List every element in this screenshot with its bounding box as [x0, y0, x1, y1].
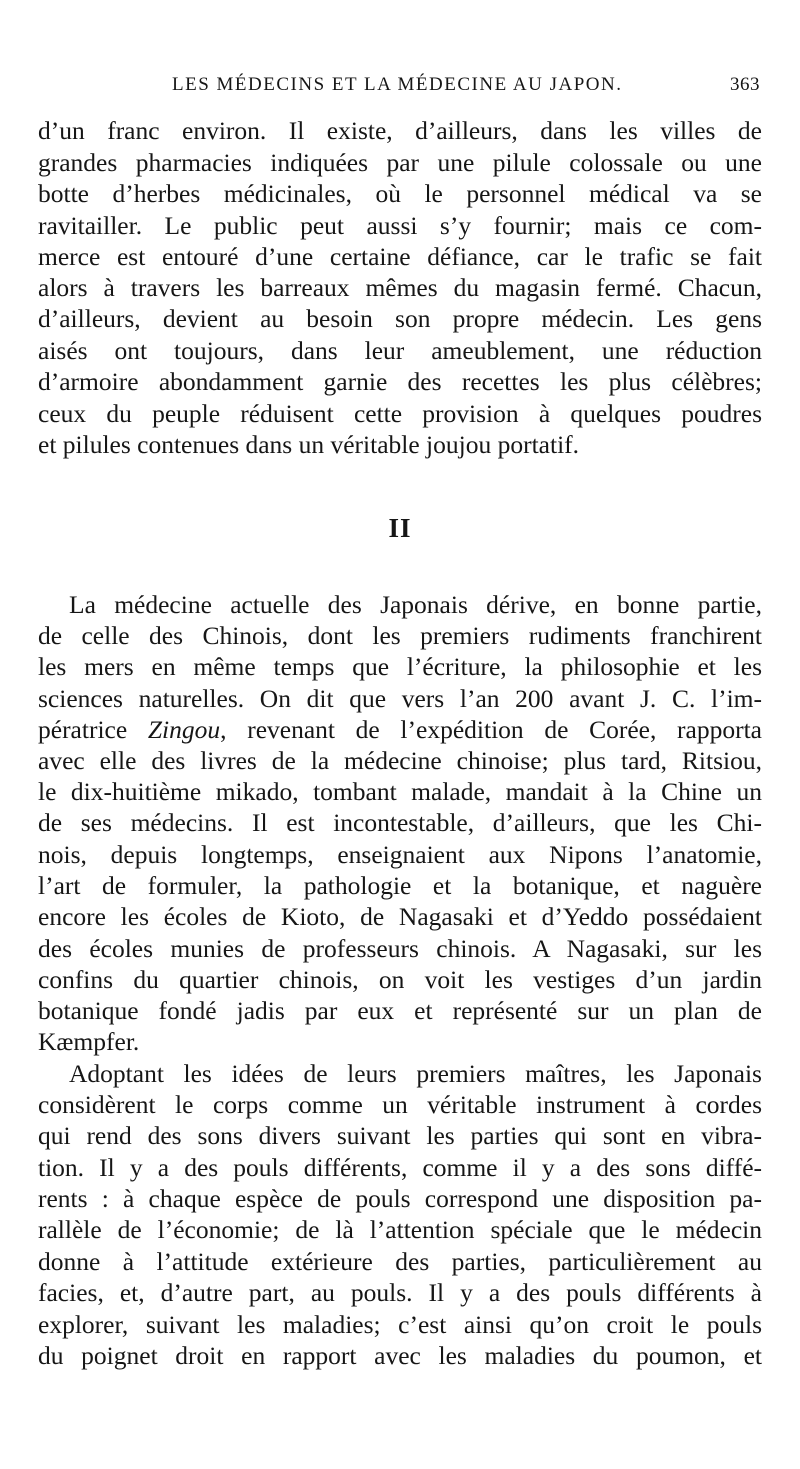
text-line: Kæmpfer.	[38, 1027, 140, 1056]
text-line: des écoles munies de professeurs chinois. A Nagasaki, sur les	[38, 934, 762, 963]
text-line: rents : à chaque espèce de pouls correspond une disposition pa-	[38, 1184, 762, 1213]
text-line: l’art de formuler, la pathologie et la botanique, et naguère	[38, 871, 762, 900]
text-line: d’ailleurs, devient au besoin son propre médecin. Les gens	[38, 304, 762, 333]
text-line: de celle des Chinois, dont les premiers rudiments franchirent	[38, 621, 762, 650]
text-line: rallèle de l’économie; de là l’attention spéciale que le médecin	[38, 1215, 762, 1244]
text-line: les mers en même temps que l’écriture, la philosophie et les	[38, 652, 762, 681]
text-line: d’un franc environ. Il existe, d’ailleurs, dans les villes de	[38, 116, 762, 145]
text-line: ravitailler. Le public peut aussi s’y fournir; mais ce com-	[38, 211, 762, 240]
text-line: qui rend des sons divers suivant les parties qui sont en vibra-	[38, 1121, 762, 1150]
text-line: merce est entouré d’une certaine défiance, car le trafic se fait	[38, 242, 762, 271]
text-line: encore les écoles de Kioto, de Nagasaki et d’Yeddo possédaient	[38, 902, 762, 931]
text-line: nois, depuis longtemps, enseignaient aux Nipons l’anatomie,	[38, 840, 762, 869]
text-line: botte d’herbes médicinales, où le personnel médical va se	[38, 179, 762, 208]
text-line: du poignet droit en rapport avec les maladies du poumon, et	[38, 1341, 762, 1370]
text-line: tion. Il y a des pouls différents, comme il y a des sons diffé-	[38, 1153, 762, 1182]
text-line: le dix-huitième mikado, tombant malade, mandait à la Chine un	[38, 777, 762, 806]
text-line: botanique fondé jadis par eux et représenté sur un plan de	[38, 996, 762, 1025]
text-line: alors à travers les barreaux mêmes du magasin fermé. Chacun,	[38, 273, 762, 302]
text-line: de ses médecins. Il est incontestable, d’ailleurs, que les Chi-	[38, 808, 762, 837]
section-heading: II	[388, 513, 412, 543]
text-line: confins du quartier chinois, on voit les vestiges d’un jardin	[38, 965, 762, 994]
running-title: LES MÉDECINS ET LA MÉDECINE AU JAPON.	[172, 74, 623, 95]
text-line: d’armoire abondamment garnie des recettes les plus célèbres;	[38, 367, 762, 396]
text-line: facies, et, d’autre part, au pouls. Il y a des pouls différents à	[38, 1278, 762, 1307]
text-line: Adoptant les idées de leurs premiers maîtres, les Japonais	[69, 1059, 762, 1088]
text-line: donne à l’attitude extérieure des parties, particulièrement au	[38, 1247, 762, 1276]
empress-name: Zingou	[147, 715, 221, 744]
text-line: et pilules contenues dans un véritable joujou portatif.	[38, 430, 580, 459]
text-line: avec elle des livres de la médecine chinoise; plus tard, Ritsiou,	[38, 746, 762, 775]
text-line: grandes pharmacies indiquées par une pilule colossale ou une	[38, 148, 762, 177]
text-line: considèrent le corps comme un véritable instrument à cordes	[38, 1090, 762, 1119]
text-line: ceux du peuple réduisent cette provision à quelques poudres	[38, 399, 762, 428]
text-line: aisés ont toujours, dans leur ameublement, une réduction	[38, 336, 762, 365]
text-segment: , revenant de l’expédition de Corée, rapporta	[220, 715, 762, 744]
text-line: sciences naturelles. On dit que vers l’an 200 avant J. C. l’im-	[38, 684, 762, 713]
text-line: explorer, suivant les maladies; c’est ainsi qu’on croit le pouls	[38, 1310, 762, 1339]
text-line	[38, 715, 762, 745]
page-number: 363	[730, 74, 760, 95]
text-segment: pératrice	[38, 715, 148, 744]
text-line: La médecine actuelle des Japonais dérive, en bonne partie,	[69, 590, 762, 619]
running-head	[38, 74, 762, 104]
